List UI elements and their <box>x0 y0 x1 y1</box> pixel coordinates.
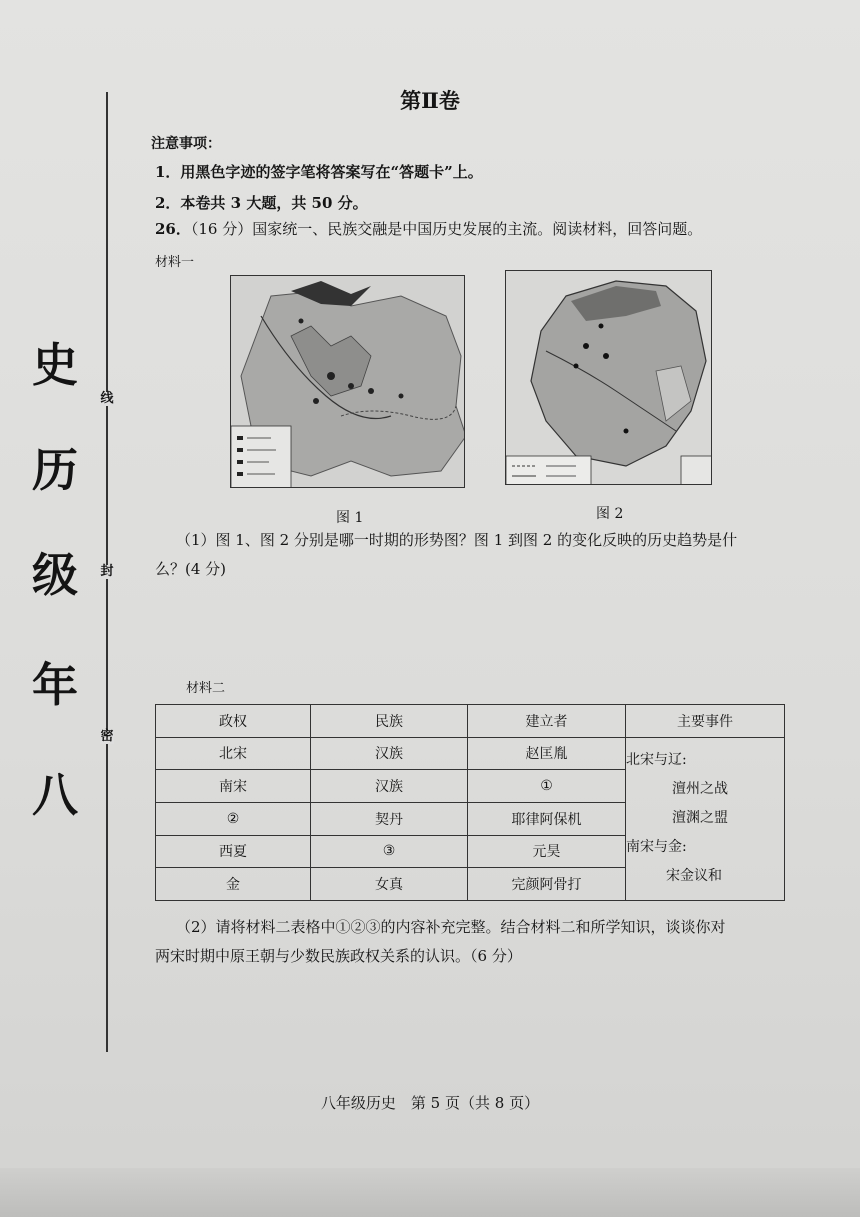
table-cell: ② <box>156 802 311 835</box>
side-title-char: 历 <box>32 443 78 497</box>
table-cell: 南宋 <box>156 770 311 803</box>
side-title-char: 八 <box>32 768 78 822</box>
material2-label: 材料二 <box>186 681 226 696</box>
notice-heading: 注意事项： <box>151 136 221 152</box>
subquestion-1-line1: （1）图 1、图 2 分别是哪一时期的形势图？图 1 到图 2 的变化反映的历史趋势是什 <box>176 531 738 549</box>
question-number: 26． <box>155 220 191 238</box>
side-title-char: 史 <box>32 338 78 392</box>
table-cell: ① <box>468 770 626 803</box>
side-title-char: 年 <box>32 658 78 712</box>
map-1-image <box>231 276 465 488</box>
table-cell: 耶律阿保机 <box>468 802 626 835</box>
table-cell: ③ <box>311 835 468 868</box>
map-2-image <box>506 271 712 485</box>
binding-mark-mi: 密 <box>100 729 114 744</box>
material2-table <box>155 704 785 901</box>
material1-label: 材料一 <box>155 255 195 270</box>
table-cell: 元昊 <box>468 835 626 868</box>
page-footer: 八年级历史 第 5 页（共 8 页） <box>320 1094 540 1112</box>
question-points: （16 分） <box>190 220 253 238</box>
notice-item: 1．用黑色字迹的签字笔将答案写在“答题卡”上。 <box>155 163 483 181</box>
side-title-char: 级 <box>32 548 78 602</box>
notice-item: 2．本卷共 3 大题，共 50 分。 <box>155 194 368 212</box>
table-header-cell: 主要事件 <box>626 705 785 738</box>
table-cell: 汉族 <box>311 737 468 770</box>
binding-mark-xian: 线 <box>100 391 114 406</box>
table-cell: 金 <box>156 868 311 901</box>
scan-shadow <box>0 1168 860 1217</box>
events-group-label: 北宋与辽: <box>626 751 687 768</box>
figure-1-caption: 图 1 <box>336 510 364 526</box>
table-row <box>156 737 785 770</box>
subquestion-2-line2: 两宋时期中原王朝与少数民族政权关系的认识。（6 分） <box>155 947 522 965</box>
sheet-title: 第Ⅱ卷 <box>400 88 460 113</box>
event-item: 澶渊之盟 <box>672 809 728 826</box>
table-cell: 女真 <box>311 868 468 901</box>
subquestion-2-line1: （2）请将材料二表格中①②③的内容补充完整。结合材料二和所学知识，谈谈你对 <box>176 918 726 936</box>
event-item: 澶州之战 <box>672 780 728 797</box>
events-group-label: 南宋与金: <box>626 838 687 855</box>
subquestion-1-line2: 么？(4 分) <box>155 560 227 578</box>
table-cell: 北宋 <box>156 737 311 770</box>
table-cell: 赵匡胤 <box>468 737 626 770</box>
question-stem: 国家统一、民族交融是中国历史发展的主流。阅读材料，回答问题。 <box>252 220 703 238</box>
figure-2-caption: 图 2 <box>596 506 624 522</box>
table-cell: 西夏 <box>156 835 311 868</box>
binding-mark-feng: 封 <box>100 564 114 579</box>
event-item: 宋金议和 <box>666 867 722 884</box>
table-cell: 完颜阿骨打 <box>468 868 626 901</box>
map-figure-1 <box>230 275 465 488</box>
events-cell <box>626 737 785 900</box>
map-figure-2 <box>505 270 712 485</box>
table-header-cell: 民族 <box>311 705 468 738</box>
question-26 <box>155 216 795 242</box>
table-header-cell: 建立者 <box>468 705 626 738</box>
table-cell: 汉族 <box>311 770 468 803</box>
table-header-cell: 政权 <box>156 705 311 738</box>
table-cell: 契丹 <box>311 802 468 835</box>
table-header-row <box>156 705 785 738</box>
